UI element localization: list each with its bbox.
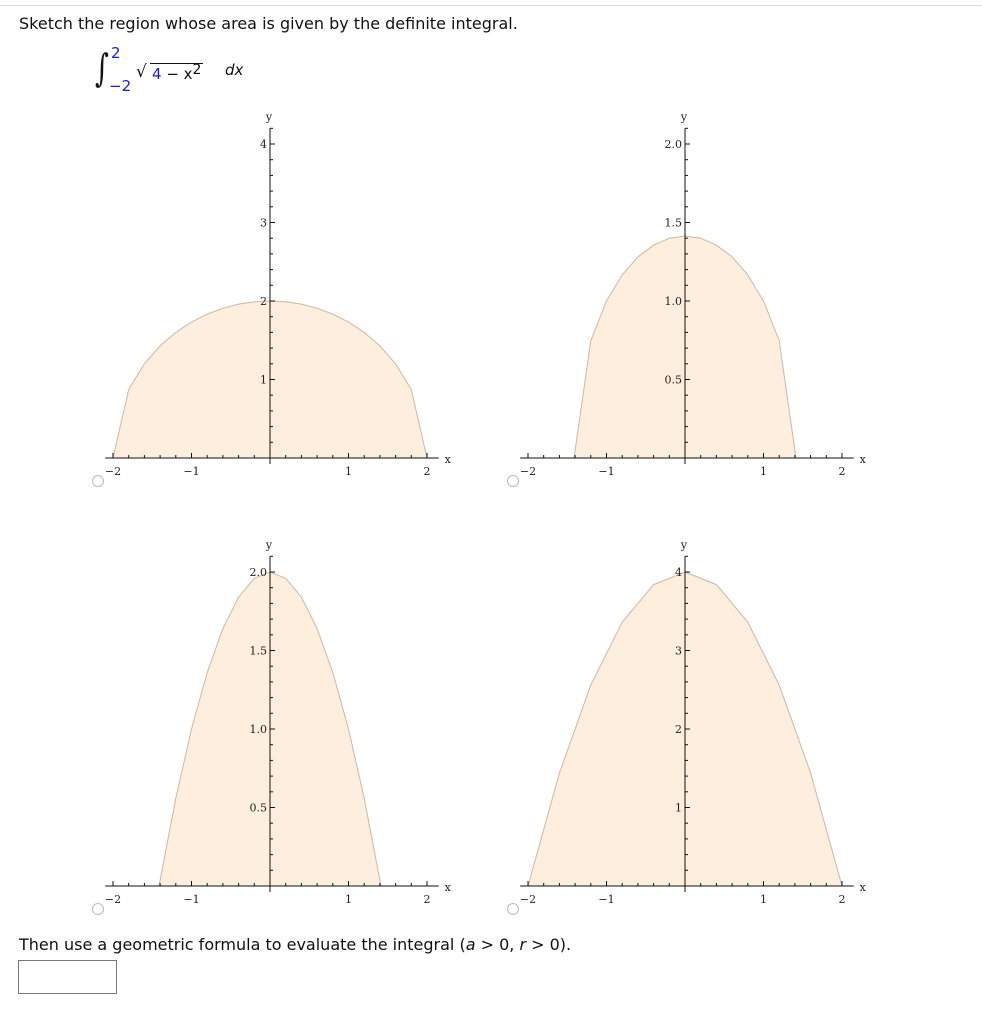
y-tick-label: 3 bbox=[260, 216, 267, 230]
y-tick-label: 2 bbox=[675, 723, 682, 736]
x-tick-label: 2 bbox=[423, 465, 431, 478]
y-tick-label: 4 bbox=[675, 566, 682, 579]
x-tick-label: 1 bbox=[345, 893, 352, 906]
choice-radio-4[interactable] bbox=[507, 903, 519, 915]
x-tick-label: 1 bbox=[345, 465, 352, 478]
y-axis-label: y bbox=[680, 110, 688, 124]
y-tick-label: 0.5 bbox=[664, 373, 682, 387]
plot-2 bbox=[520, 110, 867, 478]
y-tick-label: 2.0 bbox=[664, 138, 682, 151]
plot-1 bbox=[105, 110, 452, 478]
x-tick-label: −2 bbox=[104, 893, 122, 906]
choice-radio-2[interactable] bbox=[507, 475, 519, 487]
choice-radio-3[interactable] bbox=[92, 903, 104, 915]
followup-r: r bbox=[519, 935, 527, 954]
x-tick-label: −1 bbox=[598, 893, 615, 906]
followup-a: a bbox=[465, 935, 476, 954]
x-tick-label: 2 bbox=[838, 893, 846, 906]
y-tick-label: 1.0 bbox=[664, 295, 682, 308]
x-axis-label: x bbox=[444, 453, 451, 466]
x-tick-label: 2 bbox=[838, 465, 846, 478]
y-tick-label: 1 bbox=[260, 373, 267, 387]
y-axis-label: y bbox=[265, 110, 273, 124]
followup-suffix: > 0). bbox=[526, 935, 572, 954]
y-tick-label: 0.5 bbox=[249, 801, 267, 815]
answer-input[interactable] bbox=[18, 960, 117, 994]
x-tick-label: −2 bbox=[519, 465, 537, 478]
upper-limit: 2 bbox=[111, 44, 121, 62]
lower-limit: −2 bbox=[109, 77, 132, 95]
plot-4 bbox=[520, 538, 867, 906]
y-tick-label: 2.0 bbox=[249, 566, 267, 579]
x-tick-label: −2 bbox=[104, 465, 122, 478]
x-tick-label: −1 bbox=[598, 465, 615, 478]
x-tick-label: −1 bbox=[183, 893, 200, 906]
y-tick-label: 1 bbox=[675, 801, 682, 815]
choice-radio-1[interactable] bbox=[92, 475, 104, 487]
followup-instruction bbox=[19, 935, 571, 954]
radicand-constant: 4 bbox=[152, 65, 162, 83]
x-axis-label: x bbox=[859, 881, 866, 894]
x-tick-label: 1 bbox=[760, 893, 767, 906]
y-tick-label: 1.5 bbox=[249, 644, 267, 658]
x-axis-label: x bbox=[859, 453, 866, 466]
y-tick-label: 4 bbox=[260, 138, 267, 151]
y-tick-label: 1.0 bbox=[249, 723, 267, 736]
question-prompt: Sketch the region whose area is given by the definite integral. bbox=[19, 14, 518, 33]
integral-sign-icon: ∫ bbox=[94, 46, 109, 90]
y-tick-label: 2 bbox=[260, 295, 267, 308]
x-tick-label: −1 bbox=[183, 465, 200, 478]
exponent: 2 bbox=[192, 62, 202, 78]
y-axis-label: y bbox=[265, 538, 273, 552]
differential: dx bbox=[225, 61, 244, 79]
followup-prefix: Then use a geometric formula to evaluate the integral ( bbox=[19, 935, 466, 954]
y-tick-label: 3 bbox=[675, 644, 682, 658]
followup-mid: > 0, bbox=[475, 935, 520, 954]
y-tick-label: 1.5 bbox=[664, 216, 682, 230]
plot-3 bbox=[105, 538, 452, 906]
sqrt-icon: √ bbox=[136, 62, 147, 82]
minus-sign: − bbox=[161, 65, 184, 83]
x-tick-label: 1 bbox=[760, 465, 767, 478]
x-tick-label: −2 bbox=[519, 893, 537, 906]
x-axis-label: x bbox=[444, 881, 451, 894]
x-tick-label: 2 bbox=[423, 893, 431, 906]
variable: x bbox=[183, 65, 193, 83]
y-axis-label: y bbox=[680, 538, 688, 552]
